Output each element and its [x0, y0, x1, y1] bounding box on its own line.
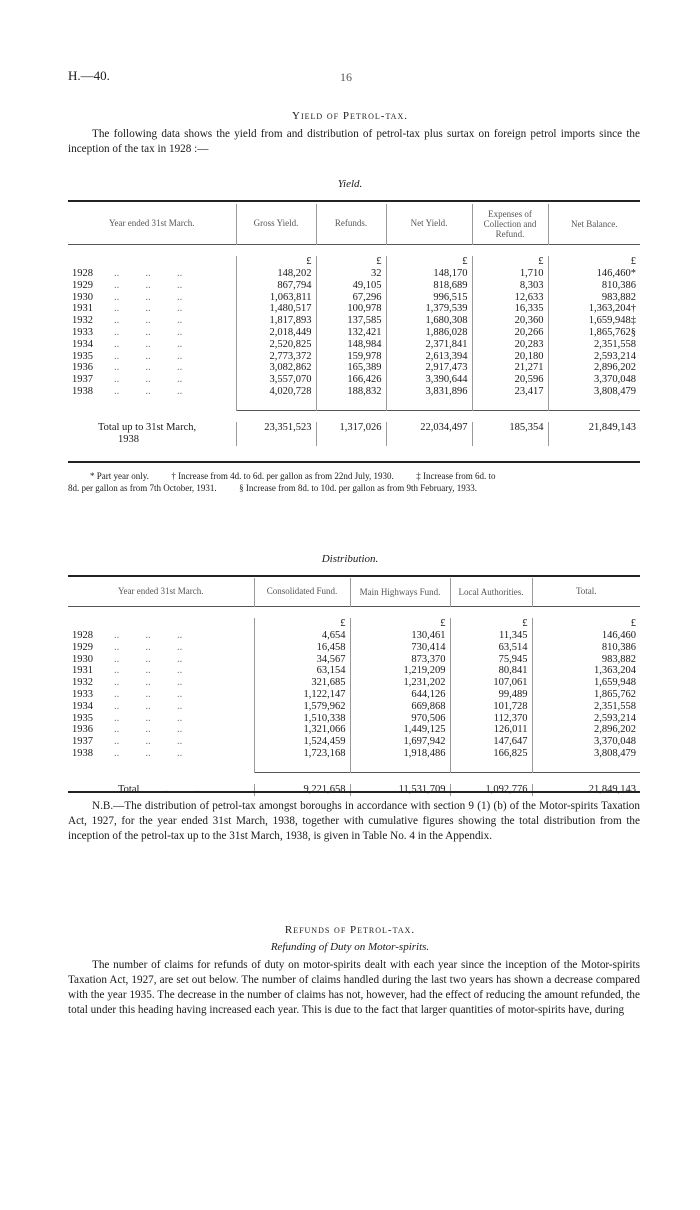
value-cell: 100,978	[316, 303, 386, 315]
value-cell: 3,370,048	[532, 736, 640, 748]
unit-label: £	[532, 618, 640, 630]
yield-total-cell: 21,849,143	[548, 422, 640, 434]
column-header: Year ended 31st March.	[108, 218, 195, 229]
leader-dots: .. .. ..	[93, 327, 183, 339]
value-cell: 137,585	[316, 315, 386, 327]
distribution-table-row	[68, 642, 640, 654]
value-cell: 867,794	[236, 280, 316, 292]
leader-dots: .. .. ..	[93, 303, 183, 315]
distribution-table-row	[68, 677, 640, 689]
value-cell: 1,697,942	[350, 736, 450, 748]
value-cell: 130,461	[350, 630, 450, 642]
distribution-table-row	[68, 713, 640, 725]
refunds-subtitle: Refunding of Duty on Motor-spirits.	[270, 941, 430, 953]
value-cell: 3,390,644	[386, 374, 472, 386]
value-cell: 970,506	[350, 713, 450, 725]
year-cell: 1938	[72, 386, 93, 398]
value-cell: 146,460	[532, 630, 640, 642]
unit-label: £	[548, 256, 640, 268]
value-cell: 126,011	[450, 724, 532, 736]
value-cell: 2,520,825	[236, 339, 316, 351]
value-cell: 1,219,209	[350, 665, 450, 677]
value-cell: 4,654	[254, 630, 350, 642]
value-cell: 63,514	[450, 642, 532, 654]
value-cell: 1,379,539	[386, 303, 472, 315]
year-cell: 1933	[72, 689, 93, 701]
value-cell: 1,918,486	[350, 748, 450, 760]
value-cell: 148,202	[236, 268, 316, 280]
value-cell: 112,370	[450, 713, 532, 725]
value-cell: 2,018,449	[236, 327, 316, 339]
yield-total-cell: 1,317,026	[316, 422, 386, 434]
distribution-table-row	[68, 724, 640, 736]
distribution-table-row	[68, 736, 640, 748]
distribution-note-paragraph: N.B.—The distribution of petrol-tax amongst boroughs in accordance with section 9 (1) (b) of the Motor-spirits Taxation Act, 1927, for the year ended 31st March, 1938, together with cumulative figures showing the total distribution from the inception of the petrol-tax up to the 31st March, 1938, is given in Table No. 4 in the Appendix.	[68, 800, 640, 842]
value-cell: 3,082,862	[236, 362, 316, 374]
yield-table-row	[68, 327, 640, 339]
yield-table-row	[68, 386, 640, 398]
value-cell: 2,351,558	[548, 339, 640, 351]
value-cell: 983,882	[532, 654, 640, 666]
yield-total-cell: 185,354	[472, 422, 548, 434]
document-reference: H.—40.	[68, 68, 110, 83]
year-cell: 1932	[72, 315, 93, 327]
value-cell: 1,659,948‡	[548, 315, 640, 327]
distribution-table-row	[68, 748, 640, 760]
year-cell: 1931	[72, 665, 93, 677]
column-header: Net Yield.	[386, 204, 472, 244]
value-cell: 321,685	[254, 677, 350, 689]
yield-table-title: Yield.	[337, 178, 363, 190]
distribution-table-title: Distribution.	[321, 553, 379, 565]
page-number: 16	[340, 70, 352, 84]
value-cell: 12,633	[472, 292, 548, 304]
yield-table-row	[68, 268, 640, 280]
yield-table-row	[68, 292, 640, 304]
column-header: Year ended 31st March.	[117, 586, 204, 597]
value-cell: 159,978	[316, 351, 386, 363]
value-cell: 132,421	[316, 327, 386, 339]
distribution-table-row	[68, 665, 640, 677]
distribution-total-cell: 21,849,143	[532, 784, 640, 796]
yield-table-row	[68, 280, 640, 292]
distribution-table-top-rule	[68, 575, 640, 577]
leader-dots: .. .. ..	[93, 386, 183, 398]
year-cell: 1930	[72, 291, 93, 303]
value-cell: 669,868	[350, 701, 450, 713]
value-cell: 80,841	[450, 665, 532, 677]
year-cell: 1933	[72, 327, 93, 339]
unit-label: £	[450, 618, 532, 630]
value-cell: 1,710	[472, 268, 548, 280]
distribution-table-row	[68, 630, 640, 642]
year-cell: 1931	[72, 303, 93, 315]
value-cell: 63,154	[254, 665, 350, 677]
value-cell: 2,593,214	[548, 351, 640, 363]
column-header: Main Highways Fund.	[350, 578, 450, 606]
yield-table-row	[68, 362, 640, 374]
column-header: Refunds.	[316, 204, 386, 244]
value-cell: 148,170	[386, 268, 472, 280]
distribution-total-cell: 9,221,658	[254, 784, 350, 796]
column-header: Total.	[532, 578, 640, 606]
column-header: Gross Yield.	[236, 204, 316, 244]
year-cell: 1936	[72, 362, 93, 374]
value-cell: 8,303	[472, 280, 548, 292]
value-cell: 1,865,762	[532, 689, 640, 701]
yield-footnote-line-2: 8d. per gallon as from 7th October, 1931. § Increase from 8d. to 10d. per gallon as from 9th February, 1933.	[68, 483, 477, 493]
year-cell: 1937	[72, 374, 93, 386]
value-cell: 147,647	[450, 736, 532, 748]
value-cell: 644,126	[350, 689, 450, 701]
value-cell: 148,984	[316, 339, 386, 351]
value-cell: 75,945	[450, 654, 532, 666]
value-cell: 1,524,459	[254, 736, 350, 748]
year-cell: 1934	[72, 700, 93, 712]
year-cell: 1930	[72, 653, 93, 665]
unit-label: £	[472, 256, 548, 268]
column-header: Local Authorities.	[450, 578, 532, 606]
value-cell: 21,271	[472, 362, 548, 374]
value-cell: 1,063,811	[236, 292, 316, 304]
value-cell: 3,808,479	[532, 748, 640, 760]
leader-dots: .. .. ..	[93, 748, 183, 760]
value-cell: 32	[316, 268, 386, 280]
value-cell: 166,426	[316, 374, 386, 386]
unit-label: £	[254, 618, 350, 630]
yield-total-cell: 22,034,497	[386, 422, 472, 434]
leader-dots: .. .. ..	[93, 665, 183, 677]
value-cell: 2,917,473	[386, 362, 472, 374]
value-cell: 2,773,372	[236, 351, 316, 363]
value-cell: 873,370	[350, 654, 450, 666]
value-cell: 1,680,308	[386, 315, 472, 327]
value-cell: 1,510,338	[254, 713, 350, 725]
value-cell: 165,389	[316, 362, 386, 374]
value-cell: 188,832	[316, 386, 386, 398]
year-cell: 1935	[72, 350, 93, 362]
value-cell: 2,351,558	[532, 701, 640, 713]
leader-dots: .. .. ..	[93, 350, 183, 362]
leader-dots: .. .. ..	[93, 630, 183, 642]
unit-label: £	[350, 618, 450, 630]
value-cell: 983,882	[548, 292, 640, 304]
value-cell: 20,266	[472, 327, 548, 339]
yield-total-year: 1938	[118, 434, 139, 446]
leader-dots: .. .. ..	[93, 736, 183, 748]
distribution-total-cell: 1,092,776	[450, 784, 532, 796]
value-cell: 3,808,479	[548, 386, 640, 398]
value-cell: 730,414	[350, 642, 450, 654]
value-cell: 996,515	[386, 292, 472, 304]
year-cell: 1929	[72, 641, 93, 653]
value-cell: 1,723,168	[254, 748, 350, 760]
leader-dots: .. .. ..	[93, 362, 183, 374]
value-cell: 1,659,948	[532, 677, 640, 689]
value-cell: 34,567	[254, 654, 350, 666]
value-cell: 2,896,202	[532, 724, 640, 736]
leader-dots: .. .. ..	[93, 724, 183, 736]
value-cell: 107,061	[450, 677, 532, 689]
leader-dots: .. .. ..	[93, 268, 183, 280]
leader-dots: .. .. ..	[93, 291, 183, 303]
yield-table-row	[68, 303, 640, 315]
refunds-paragraph: The number of claims for refunds of duty on motor-spirits dealt with each year since the inception of the Motor-spirits Taxation Act, 1927, are set out below. The number of claims handled during the last two years has shown a decrease compared with the year 1935. The decrease in the number of claims has not, however, had the effect of reducing the amount refunded, the total under this heading having increased each year. This is due to the fact that larger quantities of motor-spirits have, during	[68, 959, 640, 1016]
distribution-total-cell: 11,531,709	[350, 784, 450, 796]
distribution-table	[68, 578, 640, 796]
value-cell: 1,231,202	[350, 677, 450, 689]
value-cell: 1,363,204†	[548, 303, 640, 315]
value-cell: 11,345	[450, 630, 532, 642]
year-cell: 1937	[72, 736, 93, 748]
value-cell: 67,296	[316, 292, 386, 304]
value-cell: 2,613,394	[386, 351, 472, 363]
value-cell: 16,335	[472, 303, 548, 315]
leader-dots: .. .. ..	[93, 315, 183, 327]
value-cell: 20,180	[472, 351, 548, 363]
value-cell: 99,489	[450, 689, 532, 701]
value-cell: 1,817,893	[236, 315, 316, 327]
column-header: Expenses of Collection and Refund.	[472, 204, 548, 244]
value-cell: 1,363,204	[532, 665, 640, 677]
value-cell: 2,371,841	[386, 339, 472, 351]
leader-dots: .. .. ..	[93, 712, 183, 724]
leader-dots: .. .. ..	[93, 700, 183, 712]
year-cell: 1929	[72, 279, 93, 291]
value-cell: 1,449,125	[350, 724, 450, 736]
value-cell: 1,122,147	[254, 689, 350, 701]
yield-table-row	[68, 339, 640, 351]
value-cell: 49,105	[316, 280, 386, 292]
distribution-table-bottom-rule	[68, 791, 640, 793]
value-cell: 2,593,214	[532, 713, 640, 725]
distribution-table-row	[68, 701, 640, 713]
distribution-table-row	[68, 689, 640, 701]
leader-dots: .. .. ..	[93, 677, 183, 689]
leader-dots: .. .. ..	[93, 689, 183, 701]
yield-table-row	[68, 351, 640, 363]
section-title-refunds: Refunds of Petrol-tax.	[284, 924, 416, 936]
yield-table-top-rule	[68, 200, 640, 202]
year-cell: 1938	[72, 748, 93, 760]
value-cell: 1,480,517	[236, 303, 316, 315]
value-cell: 166,825	[450, 748, 532, 760]
value-cell: 146,460*	[548, 268, 640, 280]
year-cell: 1932	[72, 677, 93, 689]
value-cell: 20,596	[472, 374, 548, 386]
value-cell: 3,557,070	[236, 374, 316, 386]
value-cell: 3,370,048	[548, 374, 640, 386]
value-cell: 1,865,762§	[548, 327, 640, 339]
leader-dots: .. .. ..	[93, 374, 183, 386]
value-cell: 2,896,202	[548, 362, 640, 374]
leader-dots: .. .. ..	[93, 338, 183, 350]
leader-dots: .. .. ..	[93, 653, 183, 665]
yield-footnote-line-1: * Part year only. † Increase from 4d. to 6d. per gallon as from 22nd July, 1930. ‡ Increase from 6d. to	[90, 471, 496, 481]
value-cell: 810,386	[532, 642, 640, 654]
value-cell: 3,831,896	[386, 386, 472, 398]
value-cell: 4,020,728	[236, 386, 316, 398]
yield-table-bottom-rule	[68, 461, 640, 463]
value-cell: 23,417	[472, 386, 548, 398]
yield-table	[68, 204, 640, 446]
year-cell: 1928	[72, 630, 93, 642]
unit-label: £	[316, 256, 386, 268]
value-cell: 1,886,028	[386, 327, 472, 339]
unit-label: £	[236, 256, 316, 268]
value-cell: 810,386	[548, 280, 640, 292]
column-header: Consolidated Fund.	[254, 578, 350, 606]
column-header: Net Balance.	[548, 204, 640, 244]
yield-table-row	[68, 315, 640, 327]
section-title-yield: Yield of Petrol-tax.	[292, 110, 408, 122]
value-cell: 1,321,066	[254, 724, 350, 736]
year-cell: 1934	[72, 338, 93, 350]
value-cell: 16,458	[254, 642, 350, 654]
year-cell: 1936	[72, 724, 93, 736]
yield-total-cell: 23,351,523	[236, 422, 316, 434]
unit-label: £	[386, 256, 472, 268]
leader-dots: .. .. ..	[93, 641, 183, 653]
value-cell: 20,360	[472, 315, 548, 327]
leader-dots: .. .. ..	[93, 279, 183, 291]
distribution-total-label: Total .. ..	[118, 784, 200, 796]
value-cell: 101,728	[450, 701, 532, 713]
yield-table-row	[68, 374, 640, 386]
yield-intro-paragraph: The following data shows the yield from and distribution of petrol-tax plus surtax on foreign petrol imports since the inception of the tax in 1928 :—	[68, 128, 640, 155]
value-cell: 20,283	[472, 339, 548, 351]
distribution-table-row	[68, 654, 640, 666]
year-cell: 1928	[72, 268, 93, 280]
year-cell: 1935	[72, 712, 93, 724]
yield-total-label: Total up to 31st March,	[98, 422, 197, 434]
value-cell: 818,689	[386, 280, 472, 292]
value-cell: 1,579,962	[254, 701, 350, 713]
